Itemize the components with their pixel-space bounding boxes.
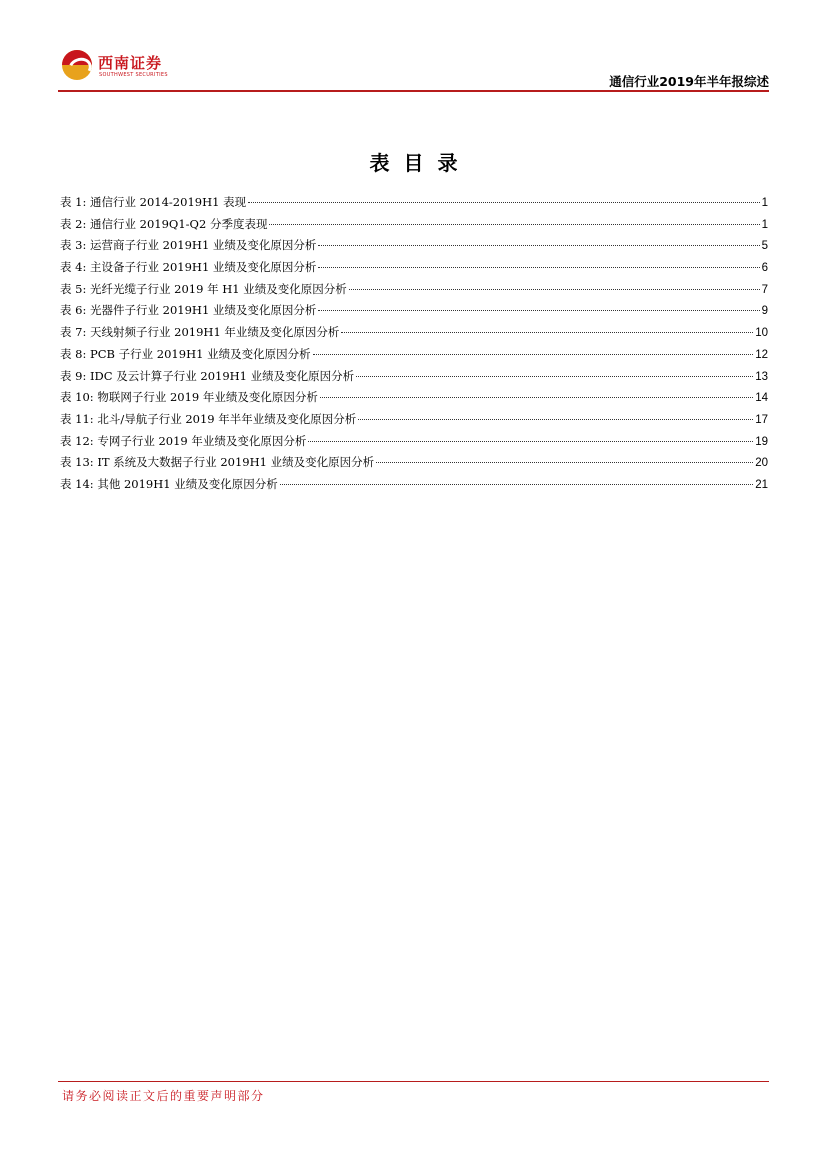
toc-dot-leader xyxy=(280,472,753,485)
logo-chinese-name: 西南证券 xyxy=(98,54,163,72)
toc-dot-leader xyxy=(376,450,753,463)
toc-dot-leader xyxy=(313,342,754,355)
toc-entry-label: 表 13: IT 系统及大数据子行业 2019H1 业绩及变化原因分析 xyxy=(60,455,375,470)
table-of-tables xyxy=(60,193,768,497)
toc-entry-label: 表 4: 主设备子行业 2019H1 业绩及变化原因分析 xyxy=(60,260,317,275)
toc-entry-page: 12 xyxy=(755,348,768,361)
toc-entry[interactable] xyxy=(60,475,768,497)
toc-dot-leader xyxy=(248,190,760,203)
toc-entry-label: 表 1: 通信行业 2014-2019H1 表现 xyxy=(60,195,247,209)
company-logo xyxy=(62,50,174,84)
toc-dot-leader xyxy=(341,320,753,333)
toc-entry-page: 5 xyxy=(761,240,768,253)
toc-dot-leader xyxy=(318,298,759,311)
logo-emblem-icon xyxy=(62,50,92,80)
toc-dot-leader xyxy=(349,277,760,290)
toc-entry-page: 1 xyxy=(761,218,768,231)
footer-divider xyxy=(58,1081,769,1082)
toc-entry-label: 表 9: IDC 及云计算子行业 2019H1 业绩及变化原因分析 xyxy=(60,368,355,383)
toc-dot-leader xyxy=(318,233,759,246)
toc-dot-leader xyxy=(318,255,759,268)
toc-dot-leader xyxy=(358,407,753,420)
toc-dot-leader xyxy=(269,212,759,225)
toc-dot-leader xyxy=(308,429,753,442)
toc-entry-label: 表 11: 北斗/导航子行业 2019 年半年业绩及变化原因分析 xyxy=(60,411,357,426)
header-divider xyxy=(58,90,769,92)
toc-entry-label: 表 10: 物联网子行业 2019 年业绩及变化原因分析 xyxy=(60,390,318,405)
toc-entry-page: 20 xyxy=(755,457,768,470)
toc-entry-label: 表 8: PCB 子行业 2019H1 业绩及变化原因分析 xyxy=(60,346,311,361)
toc-entry-page: 9 xyxy=(761,305,768,318)
toc-entry-label: 表 6: 光器件子行业 2019H1 业绩及变化原因分析 xyxy=(60,303,317,318)
toc-dot-leader xyxy=(320,385,753,398)
toc-entry-page: 17 xyxy=(755,413,768,426)
toc-entry-label: 表 2: 通信行业 2019Q1-Q2 分季度表现 xyxy=(60,216,268,231)
toc-dot-leader xyxy=(356,364,753,377)
toc-entry-page: 7 xyxy=(761,283,768,296)
logo-english-name: SOUTHWEST SECURITIES xyxy=(99,72,168,78)
toc-entry-page: 14 xyxy=(755,392,768,405)
toc-entry-page: 21 xyxy=(755,478,768,491)
toc-entry-page: 10 xyxy=(755,327,768,340)
toc-entry-page: 6 xyxy=(761,262,768,275)
toc-entry-page: 13 xyxy=(755,370,768,383)
toc-entry-label: 表 5: 光纤光缆子行业 2019 年 H1 业绩及变化原因分析 xyxy=(60,281,347,296)
report-header-title: 通信行业2019年半年报综述 xyxy=(609,74,769,89)
toc-entry-page: 19 xyxy=(755,435,768,448)
toc-entry-label: 表 3: 运营商子行业 2019H1 业绩及变化原因分析 xyxy=(60,238,317,253)
toc-title: 表目录 xyxy=(369,151,472,175)
toc-entry-label: 表 12: 专网子行业 2019 年业绩及变化原因分析 xyxy=(60,433,307,448)
toc-entry-label: 表 7: 天线射频子行业 2019H1 年业绩及变化原因分析 xyxy=(60,325,340,340)
toc-entry-page: 1 xyxy=(761,197,768,209)
toc-entry-label: 表 14: 其他 2019H1 业绩及变化原因分析 xyxy=(60,476,278,491)
disclaimer-note: 请务必阅读正文后的重要声明部分 xyxy=(62,1089,265,1103)
